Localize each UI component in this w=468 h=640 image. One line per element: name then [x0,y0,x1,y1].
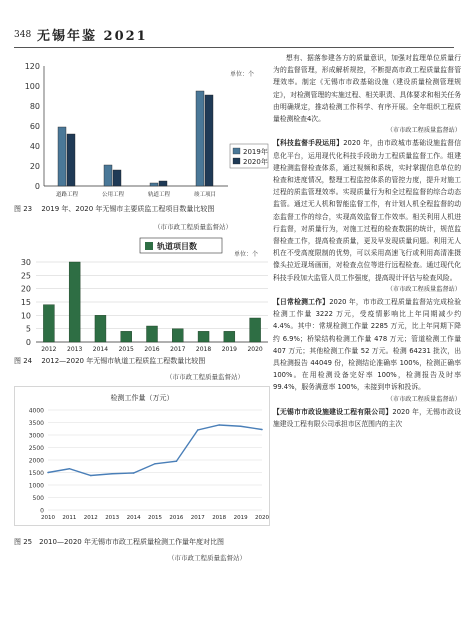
paragraph-text: 2020 年，市市政工程质量监督站完成检验检测工作量 3222 万元，受疫情影响比上年同期减少约 4.4%。其中：常规检测工作量 2285 万元，比上年同期下降约 6.9%；桥梁结构检测工作量 478 万元；管道检测工作量 407 万元；其他检测工作量 52 万元。检测 64231 批次，出具检测报告 44049 份，检测结论准确率 100%，检测正确率 100%。在用检测设备完好率 100%，检测报告及时率 99.4%，服务满意率 100%，未接到申诉和投诉。 [273,298,461,392]
bar [198,331,209,342]
source-note: （市市政工程质量监督站） [386,127,461,135]
data-point [218,424,220,426]
data-point [90,475,92,477]
y-tick-label: 1000 [28,482,44,490]
paragraph [273,406,461,430]
bar [113,170,121,186]
y-tick-label: 5 [25,324,31,334]
x-tick-label: 2014 [92,346,109,353]
x-tick-label: 2017 [190,515,205,521]
y-tick-label: 2000 [28,457,44,465]
x-tick-label: 2012 [41,346,57,353]
data-point [154,463,156,465]
section-heading: 【日常检测工作】 [273,298,330,307]
y-tick-label: 0 [25,338,31,347]
source-note: （市市政工程质量监督站） [386,395,461,403]
x-tick-label: 2019 [233,515,248,521]
bar [67,134,75,186]
figure-source: （市市政工程质量监督站） [166,373,244,381]
x-tick-label: 2015 [148,515,162,521]
figure-source: （市市政工程质量监督站） [168,554,246,562]
paragraph-text: 2020 年，无锡市政设施建设工程有限公司承担市区范围内的主次 [273,407,462,429]
figure-caption: 图 25 2010—2020 年无锡市市政工程质量检测工作量年度对比图 [14,538,224,546]
x-tick-label: 2018 [212,515,227,521]
y-tick-label: 3000 [28,432,44,440]
x-tick-label: 2013 [105,515,120,521]
source-note: （市市政工程质量监督站） [386,285,461,293]
y-tick-label: 3500 [28,420,44,427]
x-tick-label: 2012 [83,515,98,521]
data-point [133,472,135,474]
bar [172,329,183,342]
bar [196,91,204,186]
page-number: 348 [14,30,32,40]
legend-swatch [233,158,240,164]
data-point [240,425,242,427]
y-tick-label: 4000 [28,407,44,415]
x-tick-label: 2018 [195,346,212,353]
y-tick-label: 100 [24,82,40,91]
data-point [176,460,178,462]
x-tick-label: 2016 [144,346,160,353]
figure-caption: 图 24 2012—2020 年无锡市轨道工程质监工程数量比较图 [14,357,206,365]
y-tick-label: 10 [20,311,31,321]
bar [205,95,213,186]
y-tick-label: 500 [32,495,44,502]
y-tick-label: 40 [29,142,40,151]
y-tick-label: 80 [29,102,40,111]
y-tick-label: 2500 [28,445,44,452]
paragraph [273,296,461,394]
x-tick-label: 2020 [255,515,269,521]
paragraph: 想有、据落参建各方的质量意识，加强对监理单位质量行为的监督管理，形成解析规控，不断提高市政工程质量监督管理效率。制定《无锡市市政基础设施（建设质量检测管理规定》，对检测管理的实施过程、相关职责、具体要求和相关任务由明确规定，推动检测工作科学、有序开展。全年组织工程质量检测检查4次。 [273,54,461,124]
paragraph-text: 2020 年，由市政城市基础设施监督信息化平台，运用现代化科技手段助力工程质量监督工作。组建建检测监督检查体系，通过视频和系统，实时掌握信息单位的检查和进度情况，整理工程监控体系的管控力度，提升对施工过程的质监管理效率。实现质量行为和全过程监督的综合动态监管。通过无人机和智能监督工作，有计划人机全程监督的动态监督工作的综合，实现高效监督工作效率。相关利用人机进行监督，对质量行为，对施工过程的检查数据的统计，规范监督检查工作，提高检查质量，更及早发现质量问题。利用无人机在不受高度限制的优势，可以采用高速飞行或利用高清准摄像头拉近现场画面，对检查点位等进行远程检查。通过现代化科技手段加大监管人员工作强度，提高现计评估与检查风险。 [273,139,462,282]
y-tick-label: 30 [20,258,31,267]
figure-source: （市市政工程质量监督站） [154,223,232,231]
y-tick-label: 20 [20,284,31,294]
data-point [261,429,263,431]
legend-swatch [233,148,240,154]
x-tick-label: 2017 [170,346,186,353]
x-tick-label: 公用工程 [101,192,125,198]
chart-unit-label: 单位：个 [234,251,259,258]
header-rule [14,47,454,48]
x-tick-label: 2019 [221,346,237,353]
x-tick-label: 道路工程 [55,192,79,198]
chart-title: 检测工作量（万元） [110,394,174,402]
legend-swatch [145,242,153,250]
bar [159,181,167,186]
x-tick-label: 2020 [247,346,263,353]
data-point [69,468,71,470]
x-tick-label: 轨道工程 [147,192,171,198]
legend-label: 2020年 [243,158,268,166]
bar [121,331,132,342]
bar [58,127,66,186]
paragraph [273,137,461,283]
x-tick-label: 2013 [67,346,83,353]
x-tick-label: 2015 [118,346,134,353]
figure-caption: 图 23 2019 年、2020 年无锡市主要质监工程项目数量比较图 [14,205,215,213]
chart-fig23 [14,52,270,212]
chart-frame [15,387,270,526]
chart-title: 轨道项目数 [157,242,197,251]
y-tick-label: 0 [34,182,40,191]
x-tick-label: 2011 [62,515,77,521]
x-tick-label: 2014 [126,515,141,521]
y-tick-label: 25 [20,271,31,281]
x-tick-label: 2016 [169,515,184,521]
bar [95,315,106,342]
y-tick-label: 1500 [28,470,44,477]
yearbook-title: 无锡年鉴 2021 [37,29,148,44]
section-heading: 【科技监督手段运用】 [273,139,344,148]
data-point [197,429,199,431]
bar [224,331,235,342]
chart-fig25 [14,386,270,526]
bar [43,305,54,342]
bar [250,318,261,342]
y-tick-label: 15 [20,298,31,307]
bar [104,165,112,186]
y-tick-label: 60 [29,122,40,131]
data-point [47,472,49,474]
y-tick-label: 120 [24,62,40,71]
data-point [111,473,113,475]
bar [150,183,158,186]
chart-unit-label: 单位：个 [230,71,255,78]
x-tick-label: 2010 [41,515,55,521]
bar [147,326,158,342]
bar [69,262,80,342]
x-tick-label: 竣工项目 [193,192,217,198]
right-column [273,52,461,430]
legend-label: 2019年 [243,148,268,156]
y-tick-label: 0 [40,507,44,515]
section-heading: 【无锡市市政设施建设工程有限公司】 [273,407,393,416]
y-tick-label: 20 [29,162,40,171]
chart-fig24 [14,234,270,354]
